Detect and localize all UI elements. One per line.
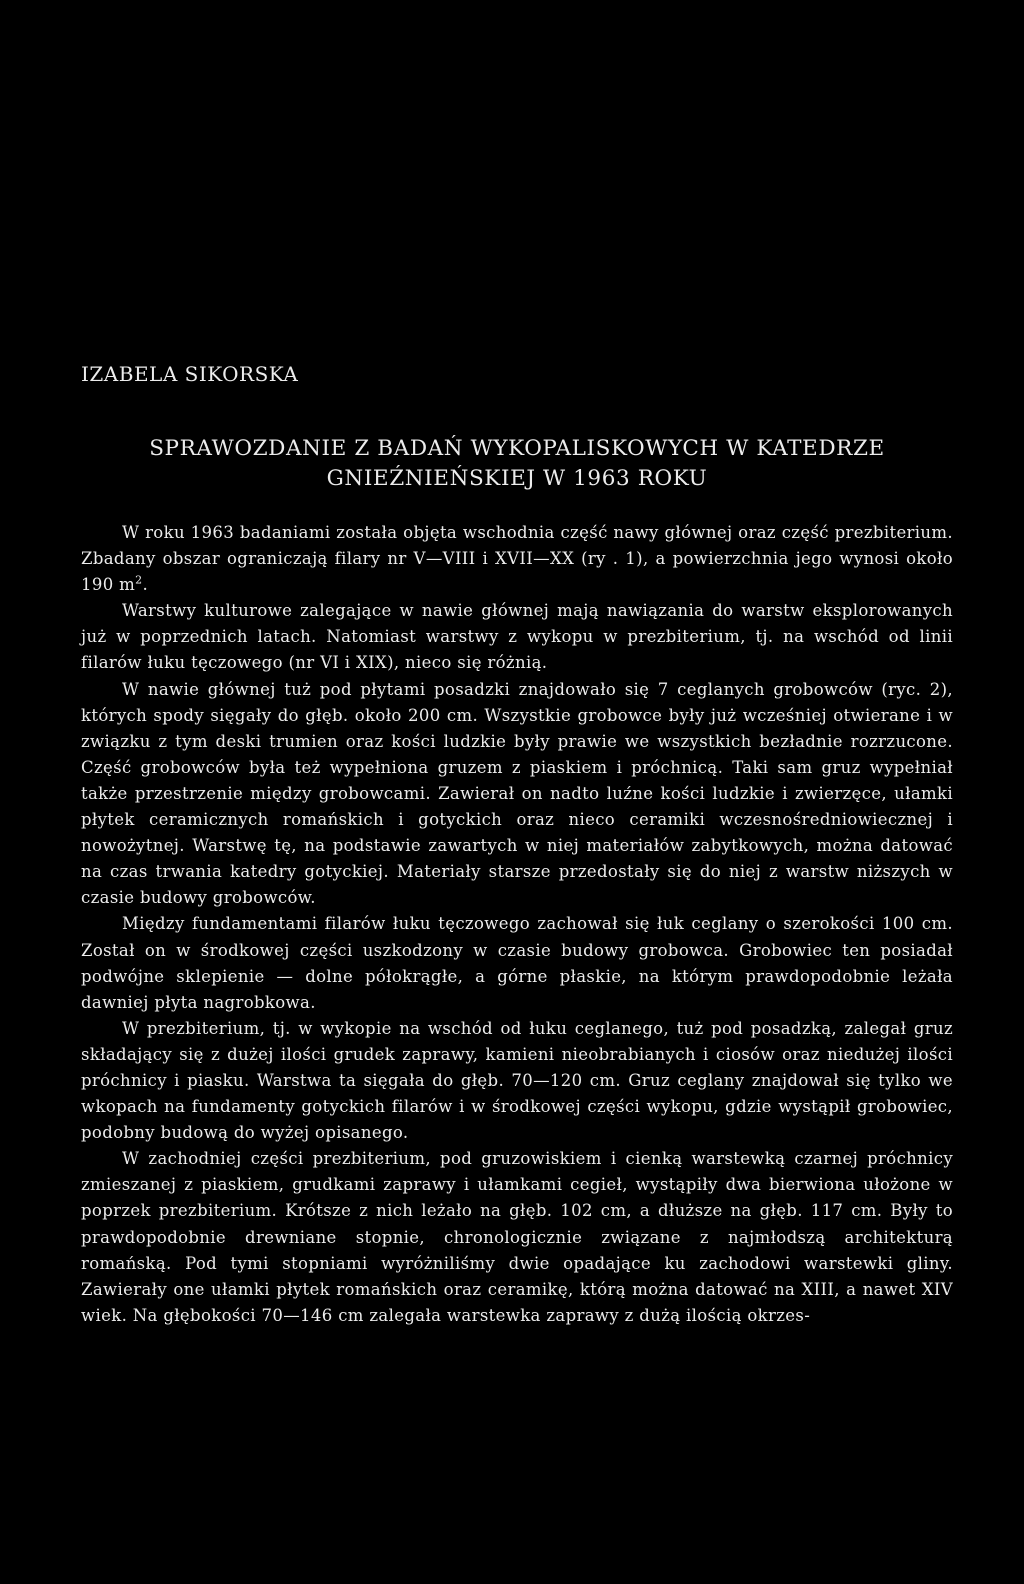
document-page — [81, 360, 953, 1329]
title-line-1: SPRAWOZDANIE Z BADAŃ WYKOPALISKOWYCH W KATEDRZE — [149, 436, 885, 461]
paragraph — [81, 520, 953, 598]
article-title — [81, 434, 953, 494]
author-name: IZABELA SIKORSKA — [81, 362, 299, 386]
superscript: 2 — [135, 573, 143, 587]
paragraph-text-end: . — [142, 575, 149, 595]
paragraph: W zachodniej części prezbiterium, pod gruzowiskiem i cienką warstewką czarnej próchnicy zmieszanej z piaskiem, grudkami zaprawy i ułamkami cegieł, wystąpiły dwa bierwiona ułożone w poprzek prezbiterium. Krótsze z nich leżało na głęb. 102 cm, a dłuższe na głęb. 117 cm. Były to prawdopodobnie drewniane stopnie, chronologicznie związane z najmłodszą architekturą romańską. Pod tymi stopniami wyróżniliśmy dwie opadające ku zachodowi warstewki gliny. Zawierały one ułamki płytek romańskich oraz ceramikę, którą można datować na XIII, a nawet XIV wiek. Na głębokości 70—146 cm zalegała warstewka zaprawy z dużą ilością okrzes- — [81, 1149, 953, 1325]
paragraph: W nawie głównej tuż pod płytami posadzki znajdowało się 7 ceglanych grobowców (ryc. 2), których spody sięgały do głęb. około 200 cm. Wszystkie grobowce były już wcześniej otwierane i w związku z tym deski trumien oraz kości ludzkie były prawie we wszystkich bezładnie rozrzucone. Część grobowców była też wypełniona gruzem z piaskiem i próchnicą. Taki sam gruz wypełniał także przestrzenie między grobowcami. Zawierał on nadto luźne kości ludzkie i zwierzęce, ułamki płytek ceramicznych romańskich i gotyckich oraz nieco ceramiki wczesnośredniowiecznej i nowożytnej. Warstwę tę, na podstawie zawartych w niej materiałów zabytkowych, można datować na czas trwania katedry gotyckiej. Materiały starsze przedostały się do niej z warstw niższych w czasie budowy grobowców. — [81, 679, 953, 908]
paragraph: Między fundamentami filarów łuku tęczowego zachował się łuk ceglany o szerokości 100 cm. Został on w środkowej części uszkodzony w czasie budowy grobowca. Grobowiec ten posiadał podwójne sklepienie — dolne półokrągłe, a górne płaskie, na którym prawdopodobnie leżała dawniej płyta nagrobkowa. — [81, 914, 953, 1012]
paragraph: Warstwy kulturowe zalegające w nawie głównej mają nawiązania do warstw eksplorowanych już w poprzednich latach. Natomiast warstwy z wykopu w prezbiterium, tj. na wschód od linii filarów łuku tęczowego (nr VI i XIX), nieco się różnią. — [81, 601, 953, 673]
paragraph: W prezbiterium, tj. w wykopie na wschód od łuku ceglanego, tuż pod posadzką, zalegał gruz składający się z dużej ilości grudek zaprawy, kamieni nieobrabianych i ciosów oraz niedużej ilości próchnicy i piasku. Warstwa ta sięgała do głęb. 70—120 cm. Gruz ceglany znajdował się tylko we wkopach na fundamenty gotyckich filarów i w środkowej części wykopu, gdzie wystąpił grobowiec, podobny budową do wyżej opisanego. — [81, 1018, 953, 1143]
title-line-2: GNIEŹNIEŃSKIEJ W 1963 ROKU — [326, 466, 708, 491]
paragraph-text: W roku 1963 badaniami została objęta wschodnia część nawy głównej oraz część prezbiterium. Zbadany obszar ograniczają filary nr V—VIII i XVII—XX (ry . 1), a powierzchnia jego wynosi około 190 m — [81, 523, 953, 595]
article-body — [81, 520, 953, 1329]
